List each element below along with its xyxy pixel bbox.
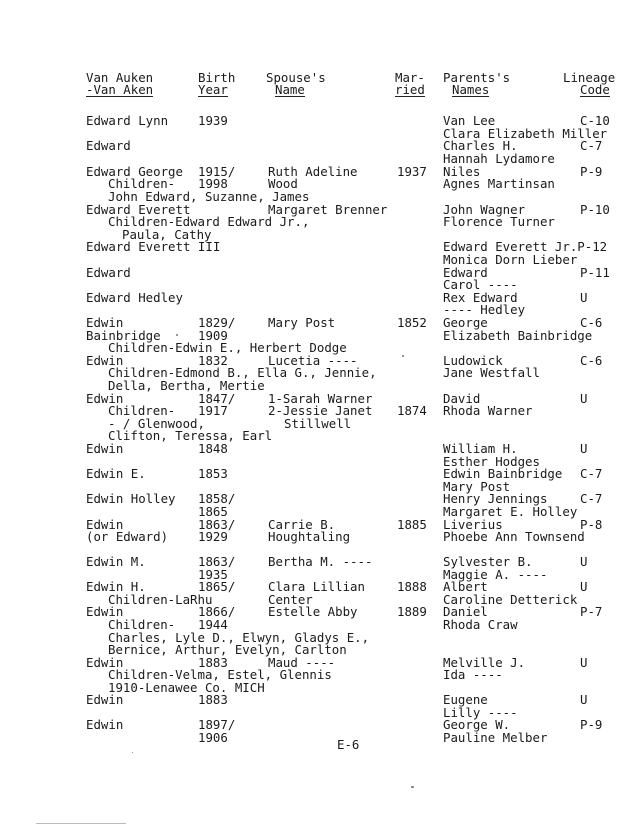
entry-text: Liverius <box>443 517 503 532</box>
entry-text: 1883 <box>198 692 228 707</box>
entry-text: 1883 <box>198 655 228 670</box>
entry-text: Charles H. <box>443 138 518 153</box>
entry-text: 1865/ <box>198 579 236 594</box>
entry-text: 1888 <box>397 579 427 594</box>
entry-text: Edward Everett <box>86 202 191 217</box>
entry-text: 1865 <box>198 504 228 519</box>
entry-text: Ruth Adeline <box>268 164 358 179</box>
entry-text: Edwin <box>86 353 124 368</box>
entry-text: Children-Edmond B., Ella G., Jennie, <box>108 365 377 380</box>
header-parents-names: Names <box>452 82 490 97</box>
entry-text: Stillwell <box>284 416 352 431</box>
entry-text: Van Lee <box>443 113 496 128</box>
entry-text: P-11 <box>580 265 610 280</box>
entry-text: Daniel <box>443 604 488 619</box>
entry-text: Maud ---- <box>268 655 336 670</box>
entry-text: 1897/ <box>198 717 236 732</box>
scan-edge-line <box>36 823 126 824</box>
entry-text: 1935 <box>198 567 228 582</box>
entry-text: Sylvester B. <box>443 554 533 569</box>
header-married: Mar- <box>395 70 425 85</box>
entry-text: 1910-Lenawee Co. MICH <box>108 680 265 695</box>
entry-text: Edward Everett III <box>86 239 221 254</box>
entry-text: P-9 <box>580 164 603 179</box>
entry-text: 1852 <box>397 315 427 330</box>
entry-text: Edwin E. <box>86 466 146 481</box>
entry-text: U <box>580 441 588 456</box>
entry-text: Edwin Bainbridge <box>443 466 563 481</box>
entry-text: 1858/ <box>198 491 236 506</box>
entry-text: C-7 <box>580 466 603 481</box>
entry-text: John Edward, Suzanne, James <box>108 189 310 204</box>
entry-text: Ludowick <box>443 353 503 368</box>
entry-text: Edward Hedley <box>86 290 183 305</box>
header-spouse: Spouse's <box>266 70 326 85</box>
entry-text: Edwin M. <box>86 554 146 569</box>
entry-text: Children- <box>108 176 176 191</box>
entry-text: George W. <box>443 717 511 732</box>
entry-text: Edward George <box>86 164 183 179</box>
entry-text: Henry Jennings <box>443 491 548 506</box>
entry-text: P-9 <box>580 717 603 732</box>
entry-text: 1939 <box>198 113 228 128</box>
entry-text: Clara Lillian <box>268 579 365 594</box>
entry-text: Edwin <box>86 391 124 406</box>
entry-text: 1848 <box>198 441 228 456</box>
entry-text: C-7 <box>580 138 603 153</box>
entry-text: P-10 <box>580 202 610 217</box>
entry-text: Ida ---- <box>443 667 503 682</box>
entry-text: Carrie B. <box>268 517 336 532</box>
entry-text: 1998 <box>198 176 228 191</box>
entry-text: 1889 <box>397 604 427 619</box>
entry-text: 1866/ <box>198 604 236 619</box>
header-birth: Birth <box>198 70 236 85</box>
entry-text: Edward <box>86 138 131 153</box>
entry-text: C-10 <box>580 113 610 128</box>
entry-text: Lucetia ---- <box>268 353 358 368</box>
entry-text: (or Edward) <box>86 529 169 544</box>
entry-text: Carol ---- <box>443 277 518 292</box>
entry-text: 1853 <box>198 466 228 481</box>
entry-text: Pauline Melber <box>443 730 548 745</box>
header-surname-variant: -Van Aken <box>86 82 154 97</box>
entry-text: Maggie A. ---- <box>443 567 548 582</box>
entry-text: Children-Edward Edward Jr., <box>108 214 310 229</box>
entry-text: Charles, Lyle D., Elwyn, Gladys E., <box>108 630 370 645</box>
entry-text: Elizabeth Bainbridge <box>443 328 593 343</box>
entry-text: Edwin <box>86 717 124 732</box>
entry-text: Children-Edwin E., Herbert Dodge <box>108 340 347 355</box>
entry-text: Della, Bertha, Mertie <box>108 378 265 393</box>
entry-text: 1906 <box>198 730 228 745</box>
entry-text: Rhoda Craw <box>443 617 518 632</box>
entry-text: 1832 <box>198 353 228 368</box>
entry-text: Edward Lynn <box>86 113 169 128</box>
entry-text: P-7 <box>580 604 603 619</box>
entry-text: 1909 <box>198 328 228 343</box>
entry-text: Center <box>268 592 313 607</box>
entry-text: Edwin <box>86 655 124 670</box>
entry-text: U <box>580 692 588 707</box>
entry-text: Esther Hodges <box>443 454 540 469</box>
entry-text: Edwin <box>86 315 124 330</box>
entry-text: Bernice, Arthur, Evelyn, Carlton <box>108 642 347 657</box>
entry-text: Albert <box>443 579 488 594</box>
entry-text: Edward <box>86 265 131 280</box>
entry-text: Eugene <box>443 692 488 707</box>
entry-text: ---- Hedley <box>443 302 526 317</box>
entry-text: 1944 <box>198 617 228 632</box>
header-lineage: Lineage <box>563 70 616 85</box>
entry-text: Lilly ---- <box>443 705 518 720</box>
entry-text: Mary Post <box>268 315 336 330</box>
header-code: Code <box>580 82 610 97</box>
entry-text: Bainbridge <box>86 328 161 343</box>
entry-text: Clara Elizabeth Miller <box>443 126 608 141</box>
entry-text: C-7 <box>580 491 603 506</box>
entry-text: Bertha M. ---- <box>268 554 373 569</box>
entry-text: Children-LaRhu <box>108 592 213 607</box>
entry-text: Melville J. <box>443 655 526 670</box>
entry-text: Margaret E. Holley <box>443 504 578 519</box>
entry-text: 1863/ <box>198 517 236 532</box>
entry-text: U <box>580 391 588 406</box>
entry-text: Edwin <box>86 517 124 532</box>
entry-text: Niles <box>443 164 481 179</box>
entry-text: Clifton, Teressa, Earl <box>108 428 273 443</box>
entry-text: Caroline Detterick <box>443 592 578 607</box>
entry-text: George <box>443 315 488 330</box>
header-spouse-name: Name <box>275 82 305 97</box>
entry-text: 1929 <box>198 529 228 544</box>
entry-text: U <box>580 290 588 305</box>
entry-text: U <box>580 579 588 594</box>
entry-text: Agnes Martinsan <box>443 176 555 191</box>
entry-text: Phoebe Ann Townsend <box>443 529 585 544</box>
entry-text: Children- <box>108 617 176 632</box>
entry-text: 1-Sarah Warner <box>268 391 373 406</box>
entry-text: Edwin Holley <box>86 491 176 506</box>
entry-text: Children- <box>108 403 176 418</box>
page-number: E-6 <box>337 737 360 752</box>
header-year: Year <box>198 82 228 97</box>
entry-text: Florence Turner <box>443 214 555 229</box>
entry-text: 1937 <box>397 164 427 179</box>
entry-text: Edward Everett Jr.P-12 <box>443 239 608 254</box>
entry-text: Edwin <box>86 441 124 456</box>
header-surname: Van Auken <box>86 70 154 85</box>
entry-text: Mary Post <box>443 479 511 494</box>
entry-text: 1874 <box>397 403 427 418</box>
entry-text: 1917 <box>198 403 228 418</box>
entry-text: Edwin <box>86 604 124 619</box>
entry-text: P-8 <box>580 517 603 532</box>
entry-text: Children-Velma, Estel, Glennis <box>108 667 332 682</box>
entry-text: Estelle Abby <box>268 604 358 619</box>
entry-text: 1863/ <box>198 554 236 569</box>
entry-text: Margaret Brenner <box>268 202 388 217</box>
entry-text: David <box>443 391 481 406</box>
entry-text: 1829/ <box>198 315 236 330</box>
entry-text: John Wagner <box>443 202 526 217</box>
entry-text: Rex Edward <box>443 290 518 305</box>
header-parents: Parents's <box>443 70 511 85</box>
entry-text: Hannah Lydamore <box>443 151 555 166</box>
entry-text: William H. <box>443 441 518 456</box>
entry-text: 1847/ <box>198 391 236 406</box>
entry-text: Paula, Cathy <box>122 227 212 242</box>
entry-text: Wood <box>268 176 298 191</box>
entry-text: Rhoda Warner <box>443 403 533 418</box>
entry-text: 1915/ <box>198 164 236 179</box>
header-married-2: ried <box>395 82 425 97</box>
entry-text: C-6 <box>580 315 603 330</box>
entry-text: Edward <box>443 265 488 280</box>
entry-text: Edwin H. <box>86 579 146 594</box>
entry-text: 1885 <box>397 517 427 532</box>
entry-text: C-6 <box>580 353 603 368</box>
entry-text: 2-Jessie Janet <box>268 403 373 418</box>
entry-text: U <box>580 554 588 569</box>
entry-text: Edwin <box>86 692 124 707</box>
entry-text: Houghtaling <box>268 529 351 544</box>
entry-text: U <box>580 655 588 670</box>
entry-text: Jane Westfall <box>443 365 540 380</box>
entry-text: Monica Dorn Lieber <box>443 252 578 267</box>
entry-text: - / Glenwood, <box>108 416 205 431</box>
